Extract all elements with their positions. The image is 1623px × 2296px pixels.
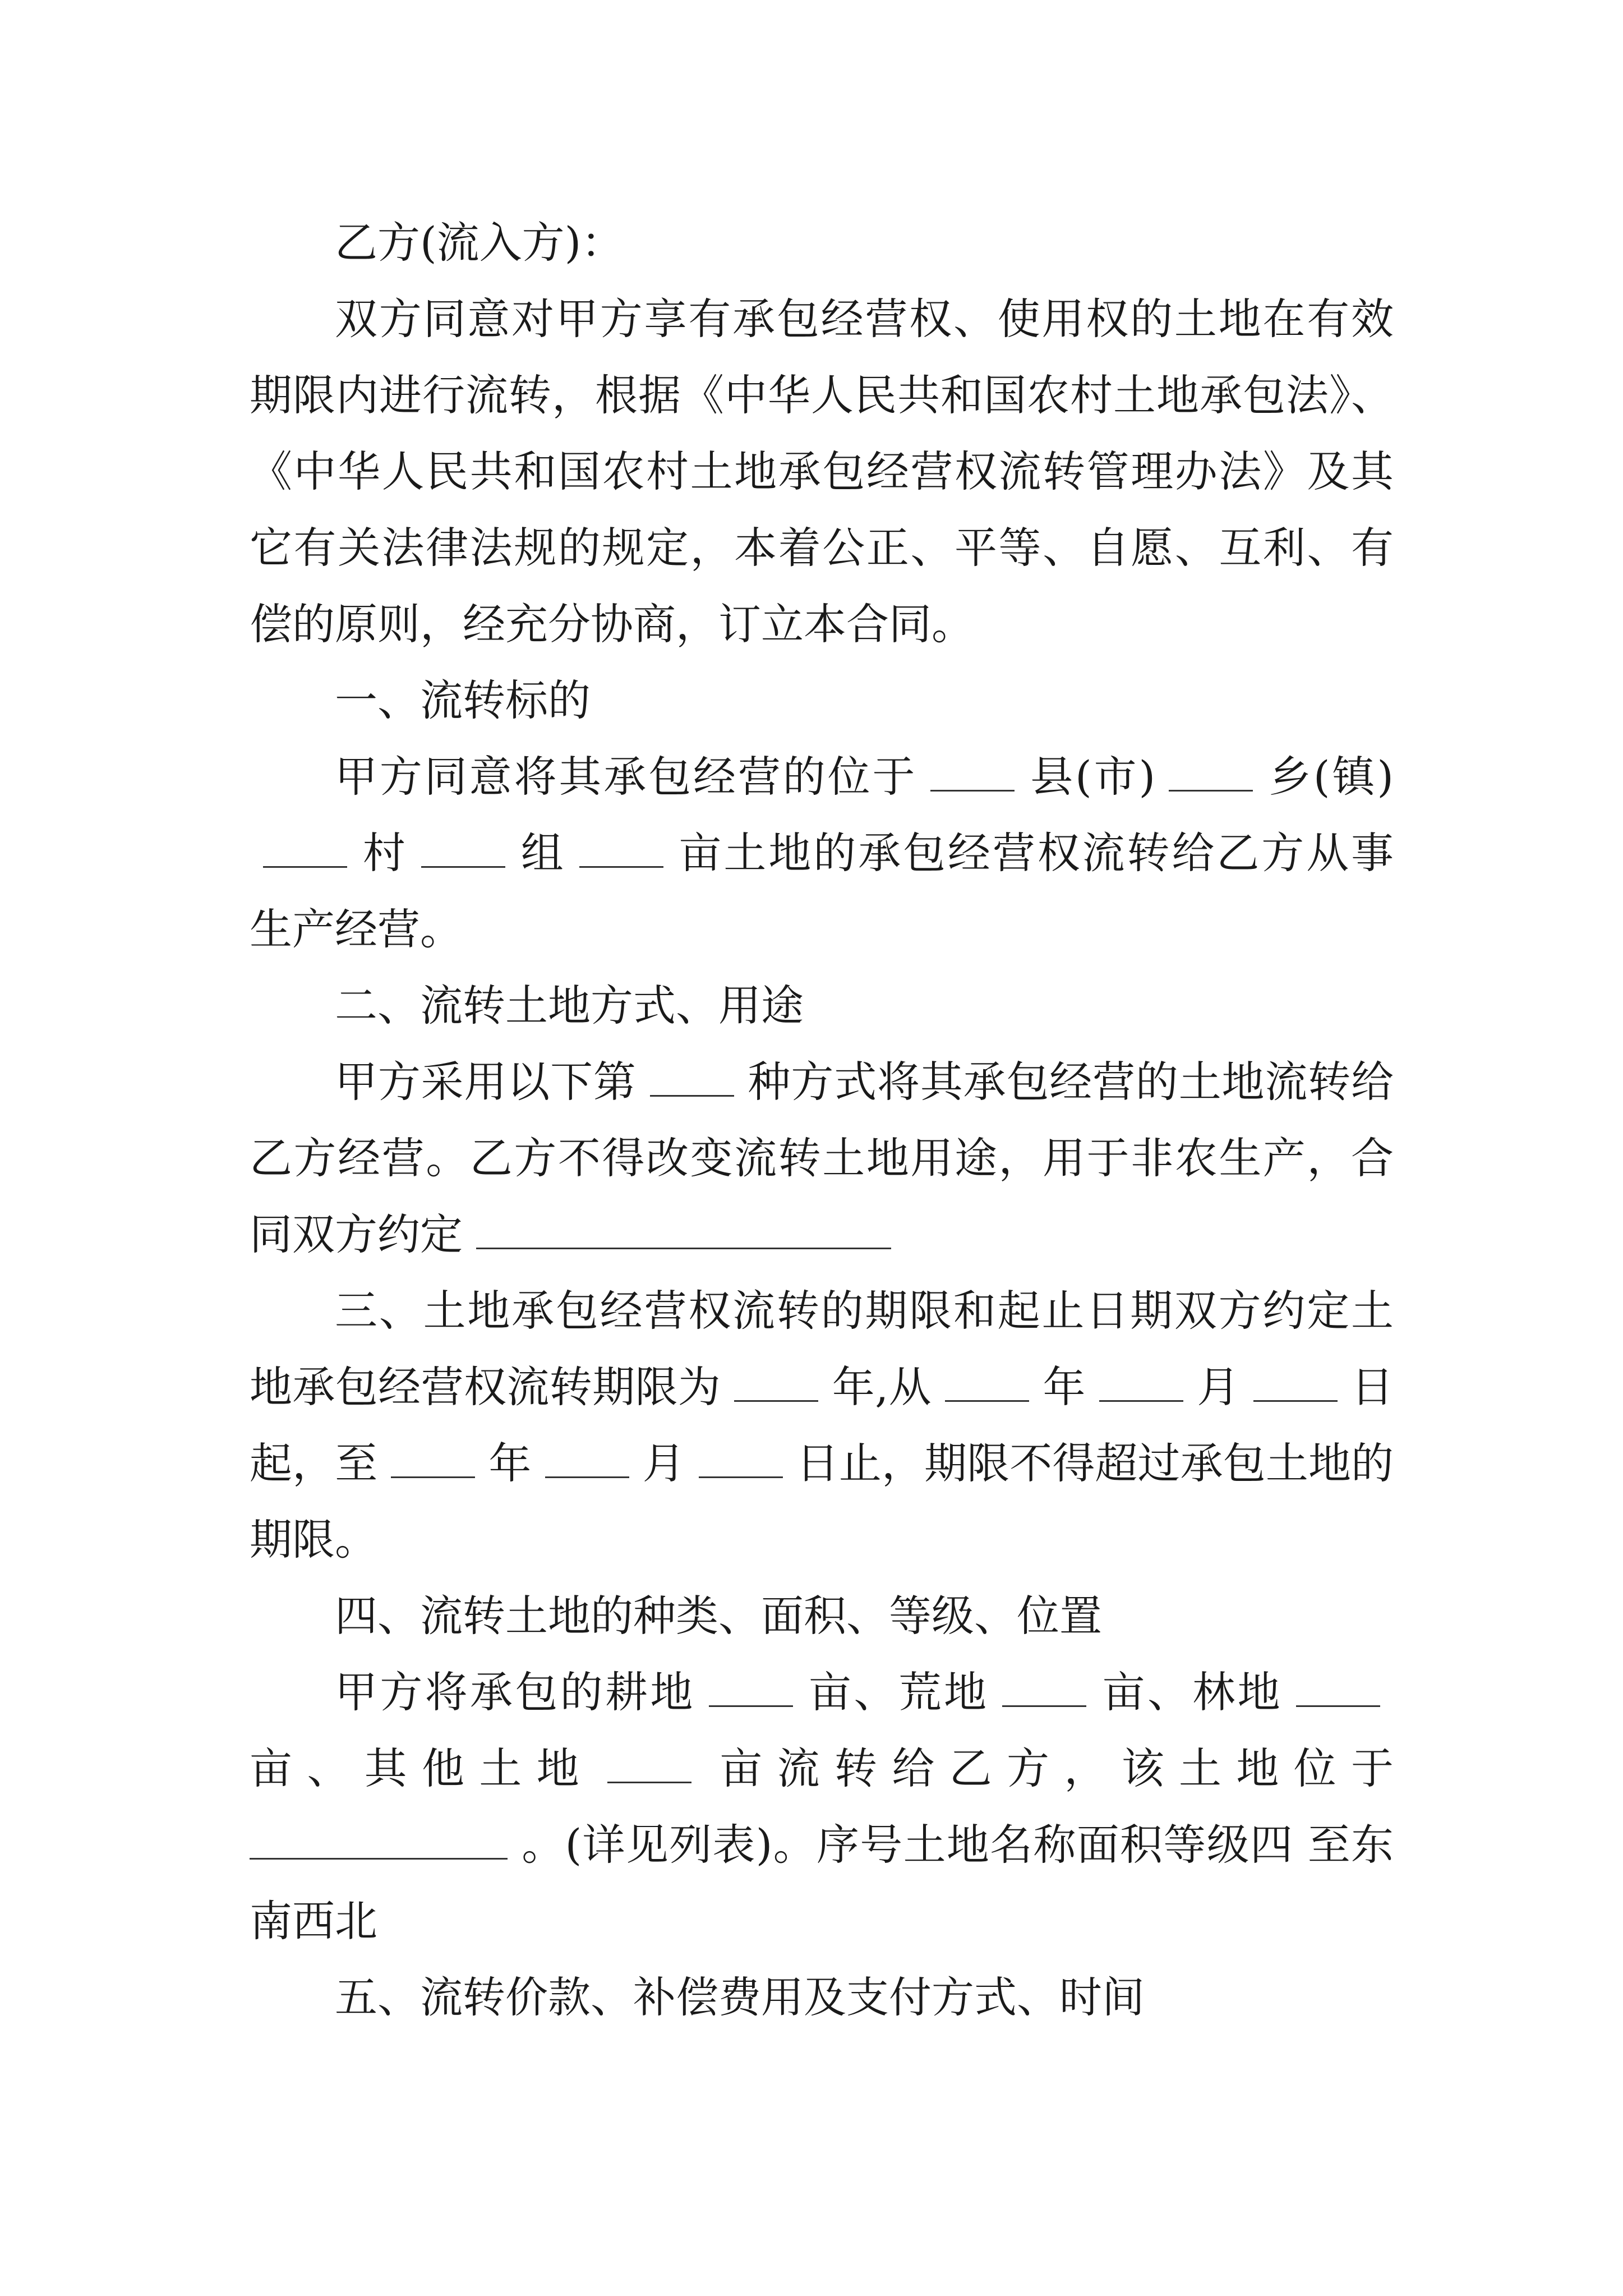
section-1-text-5: 组: [518, 828, 566, 878]
section-3-text-2: 年,从: [832, 1362, 932, 1412]
end-day-blank[interactable]: [699, 1444, 783, 1478]
section-3-text-1: 三、土地承包经营权流转的期限和起止日期双方约定土地承包经营权流转期限为: [250, 1286, 1394, 1412]
area-blank[interactable]: [579, 834, 663, 868]
section-1-text-2: 县(市): [1028, 752, 1156, 802]
section-3-text-7: 月: [642, 1438, 685, 1488]
village-blank[interactable]: [263, 834, 347, 868]
section-1-text-1: 甲方同意将其承包经营的位于: [335, 752, 917, 802]
section-3-text-5: 日起，至: [250, 1362, 1394, 1488]
township-blank[interactable]: [1169, 757, 1253, 792]
party-b-line: [250, 205, 1394, 281]
section-5-heading: [250, 1959, 1394, 2036]
end-month-blank[interactable]: [545, 1444, 629, 1478]
section-3-text-4: 月: [1196, 1362, 1240, 1412]
wasteland-area-blank[interactable]: [1002, 1673, 1086, 1707]
forest-area-blank[interactable]: [1296, 1673, 1380, 1707]
farmland-area-blank[interactable]: [709, 1673, 793, 1707]
section-4-text-2: 亩、荒地: [806, 1667, 989, 1717]
section-4-text-1: 甲方将承包的耕地: [335, 1667, 695, 1717]
section-2-heading: [250, 968, 1394, 1044]
other-land-area-blank[interactable]: [607, 1749, 691, 1783]
preamble-paragraph: [250, 281, 1394, 662]
section-2-text-1: 甲方采用以下第: [335, 1057, 637, 1107]
section-4-title: 四、流转土地的种类、面积、等级、位置: [335, 1591, 1102, 1641]
section-3-text-6: 年: [488, 1438, 532, 1488]
preamble-text: 双方同意对甲方享有承包经营权、使用权的土地在有效期限内进行流转，根据《中华人民共和国农村土地承包法》、《中华人民共和国农村土地承包经营权流转管理办法》及其它有关法律法规的规定，本着公正、平等、自愿、互利、有偿的原则，经充分协商，订立本合同。: [250, 294, 1394, 649]
county-blank[interactable]: [930, 757, 1015, 792]
term-years-blank[interactable]: [734, 1368, 818, 1402]
start-month-blank[interactable]: [1099, 1368, 1183, 1402]
section-4-paragraph: [250, 1654, 1394, 1959]
agreement-blank[interactable]: [476, 1215, 891, 1249]
section-1-text-4: 村: [361, 828, 408, 878]
start-day-blank[interactable]: [1253, 1368, 1338, 1402]
section-1-title: 一、流转标的: [335, 675, 591, 725]
section-1-text-3: 乡(镇): [1266, 752, 1394, 802]
section-1-paragraph: [250, 739, 1394, 968]
section-2-title: 二、流转土地方式、用途: [335, 981, 804, 1030]
section-4-text-4: 亩、其他土地: [250, 1743, 594, 1793]
section-2-paragraph: [250, 1044, 1394, 1273]
section-1-text-6: 亩土地的承包经营权流转给乙方从事 生产经营。: [250, 828, 1394, 954]
section-1-heading: [250, 662, 1394, 739]
contract-body: [250, 205, 1394, 2036]
start-year-blank[interactable]: [945, 1368, 1029, 1402]
land-location-blank[interactable]: [250, 1825, 508, 1860]
party-b-label: 乙方(流入方)：: [335, 218, 624, 268]
section-3-paragraph: [250, 1273, 1394, 1578]
section-2-text-2: 种方式将其承包经营的土地流转给乙方经营。乙方不得改变流转土地用途，用于非农生产，合同双方约定: [250, 1057, 1394, 1259]
section-4-text-5: 亩流转给乙方，该土地位于: [705, 1743, 1394, 1793]
section-5-title: 五、流转价款、补偿费用及支付方式、时间: [335, 1972, 1145, 2022]
section-4-text-6: 。(详见列表)。序号土地名称面积等级四 至东南西北: [250, 1820, 1394, 1946]
end-year-blank[interactable]: [391, 1444, 475, 1478]
section-4-heading: [250, 1578, 1394, 1654]
group-blank[interactable]: [421, 834, 505, 868]
method-number-blank[interactable]: [650, 1062, 734, 1097]
section-3-text-3: 年: [1043, 1362, 1086, 1412]
section-3-text-8: 日止，期限不得超过承包土地的期限。: [250, 1438, 1394, 1565]
section-4-text-3: 亩、林地: [1100, 1667, 1283, 1717]
